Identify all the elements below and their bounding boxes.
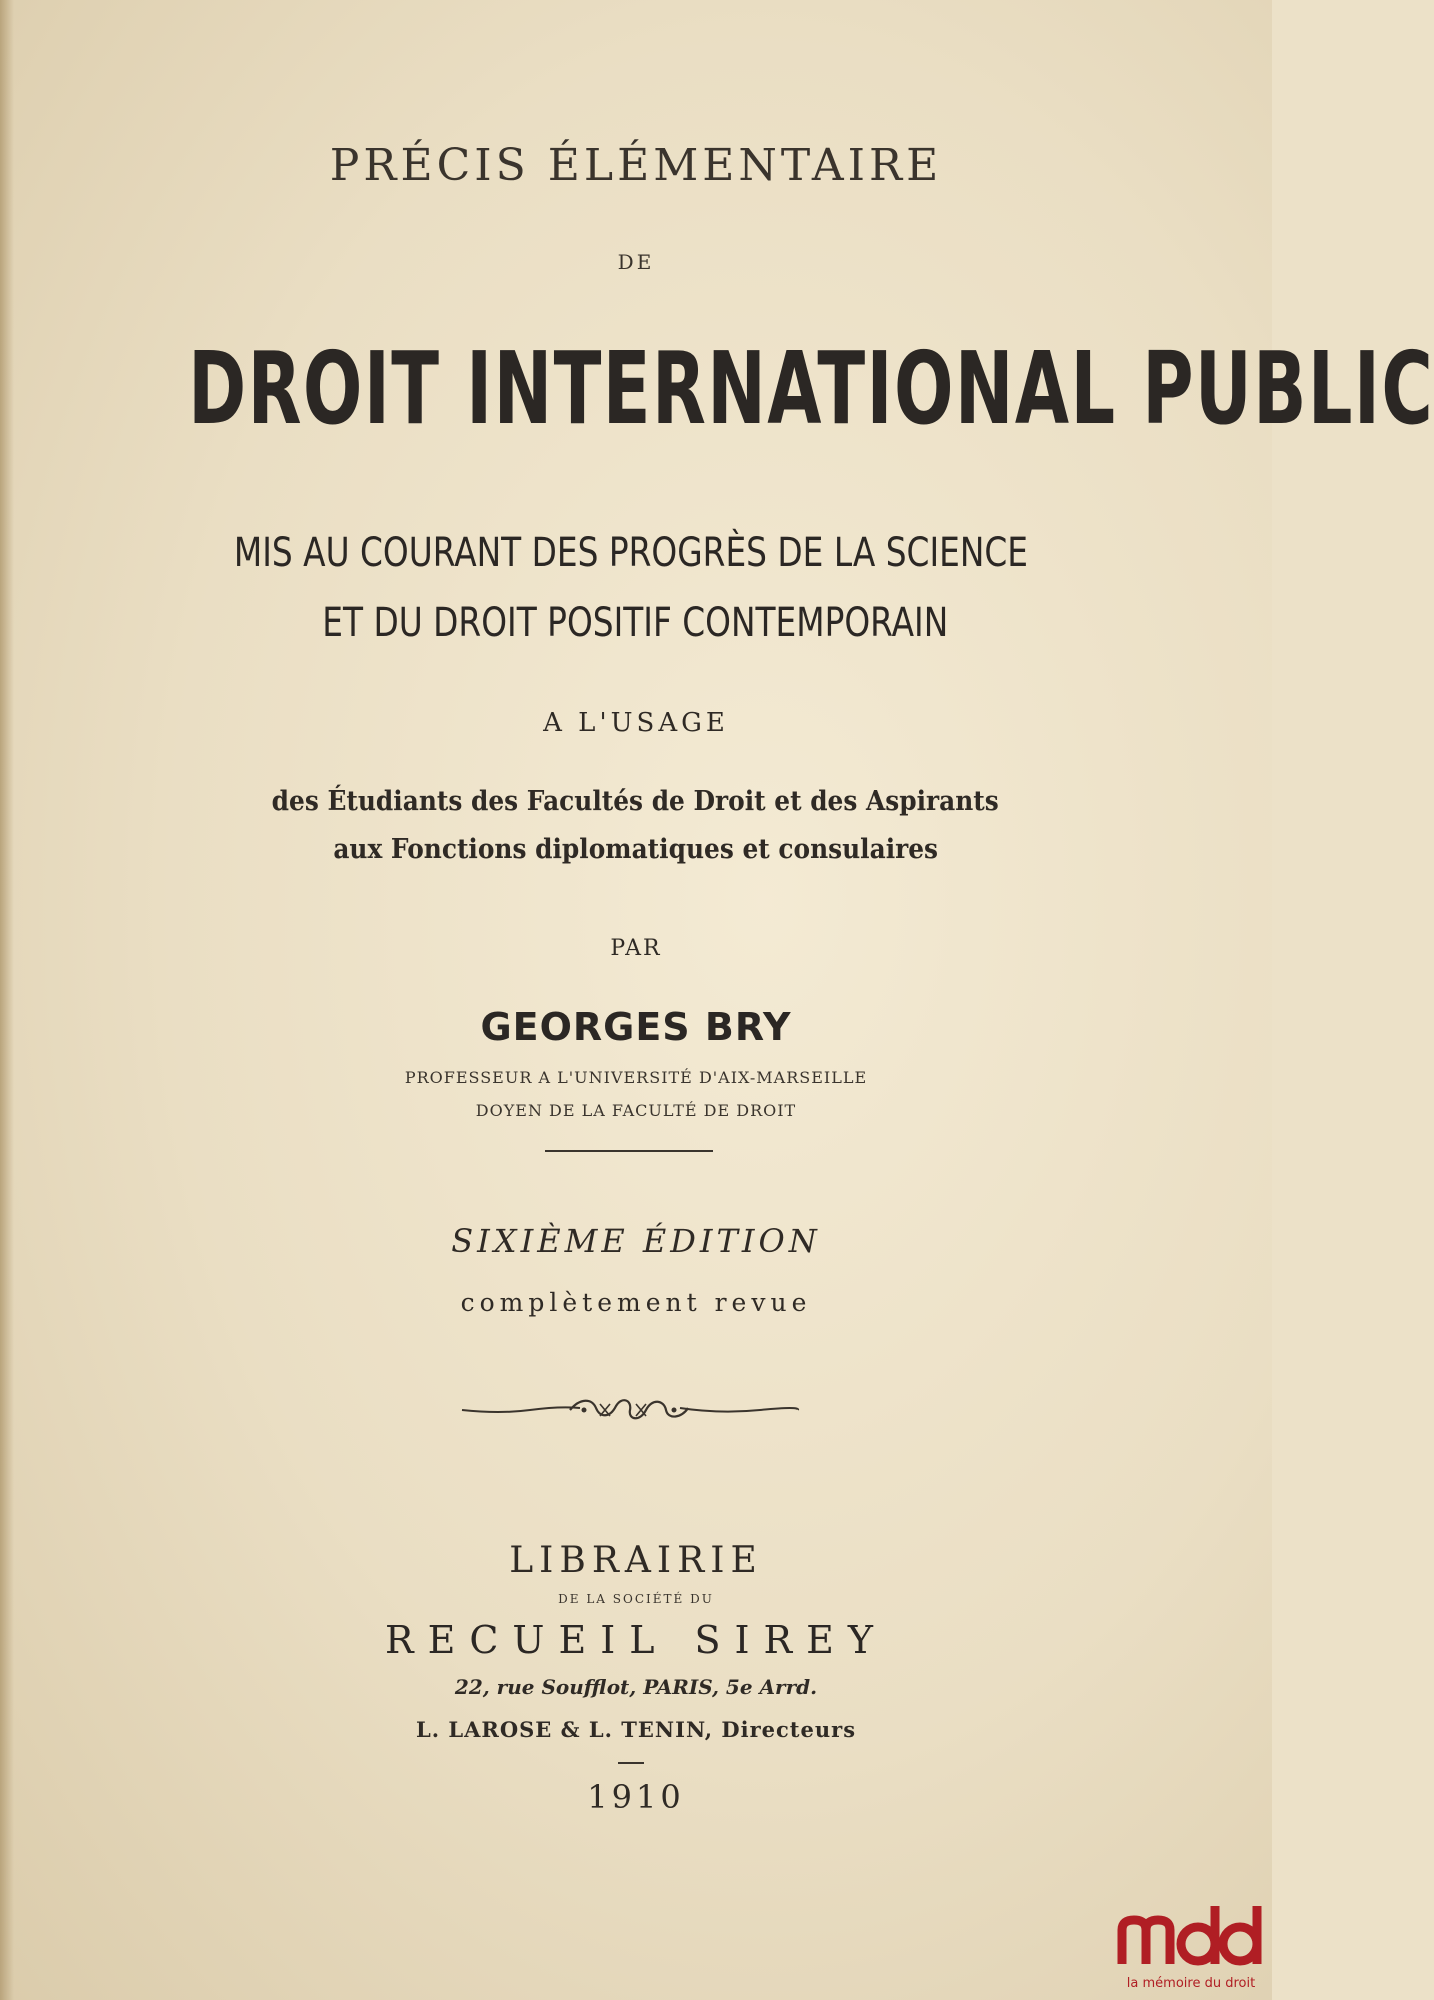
usage-label: A L'USAGE — [543, 708, 729, 738]
divider-rule — [545, 1150, 713, 1152]
publisher-directors: L. LAROSE & L. TENIN, Directeurs — [415, 1717, 857, 1742]
author-name: GEORGES BRY — [480, 1005, 792, 1049]
edition-label: SIXIÈME ÉDITION — [451, 1222, 821, 1260]
page-edge-shadow — [0, 0, 14, 2000]
publication-year: 1910 — [587, 1778, 685, 1816]
publisher-line-2: DE LA SOCIÉTÉ DU — [558, 1592, 714, 1606]
main-title: DROIT INTERNATIONAL PUBLIC — [188, 330, 1434, 447]
mdd-caption: la mémoire du droit — [1126, 1976, 1256, 1991]
publisher-line-1: LIBRAIRIE — [509, 1540, 763, 1581]
fleuron-ornament — [460, 1392, 800, 1428]
year-rule — [618, 1762, 644, 1764]
edition-note: complètement revue — [460, 1288, 812, 1317]
publisher-name: RECUEIL SIREY — [385, 1618, 887, 1662]
subtitle-line-1: MIS AU COURANT DES PROGRÈS DE LA SCIENCE — [233, 530, 1029, 576]
audience-line-1: des Étudiants des Facultés de Droit et des Aspirants — [271, 786, 999, 817]
mdd-logo-icon — [1116, 1900, 1270, 1970]
heading-connector: DE — [617, 250, 655, 274]
audience-line-2: aux Fonctions diplomatiques et consulaires — [333, 834, 939, 865]
publisher-address: 22, rue Soufflot, PARIS, 5e Arrd. — [454, 1675, 818, 1699]
subtitle-line-2: ET DU DROIT POSITIF CONTEMPORAIN — [322, 600, 949, 646]
mdd-watermark-logo — [1110, 1900, 1272, 2000]
heading-small: PRÉCIS ÉLÉMENTAIRE — [329, 140, 943, 191]
by-label: PAR — [610, 936, 662, 961]
author-title-1: PROFESSEUR A L'UNIVERSITÉ D'AIX-MARSEILLE — [404, 1068, 868, 1087]
author-title-2: DOYEN DE LA FACULTÉ DE DROIT — [475, 1101, 797, 1120]
